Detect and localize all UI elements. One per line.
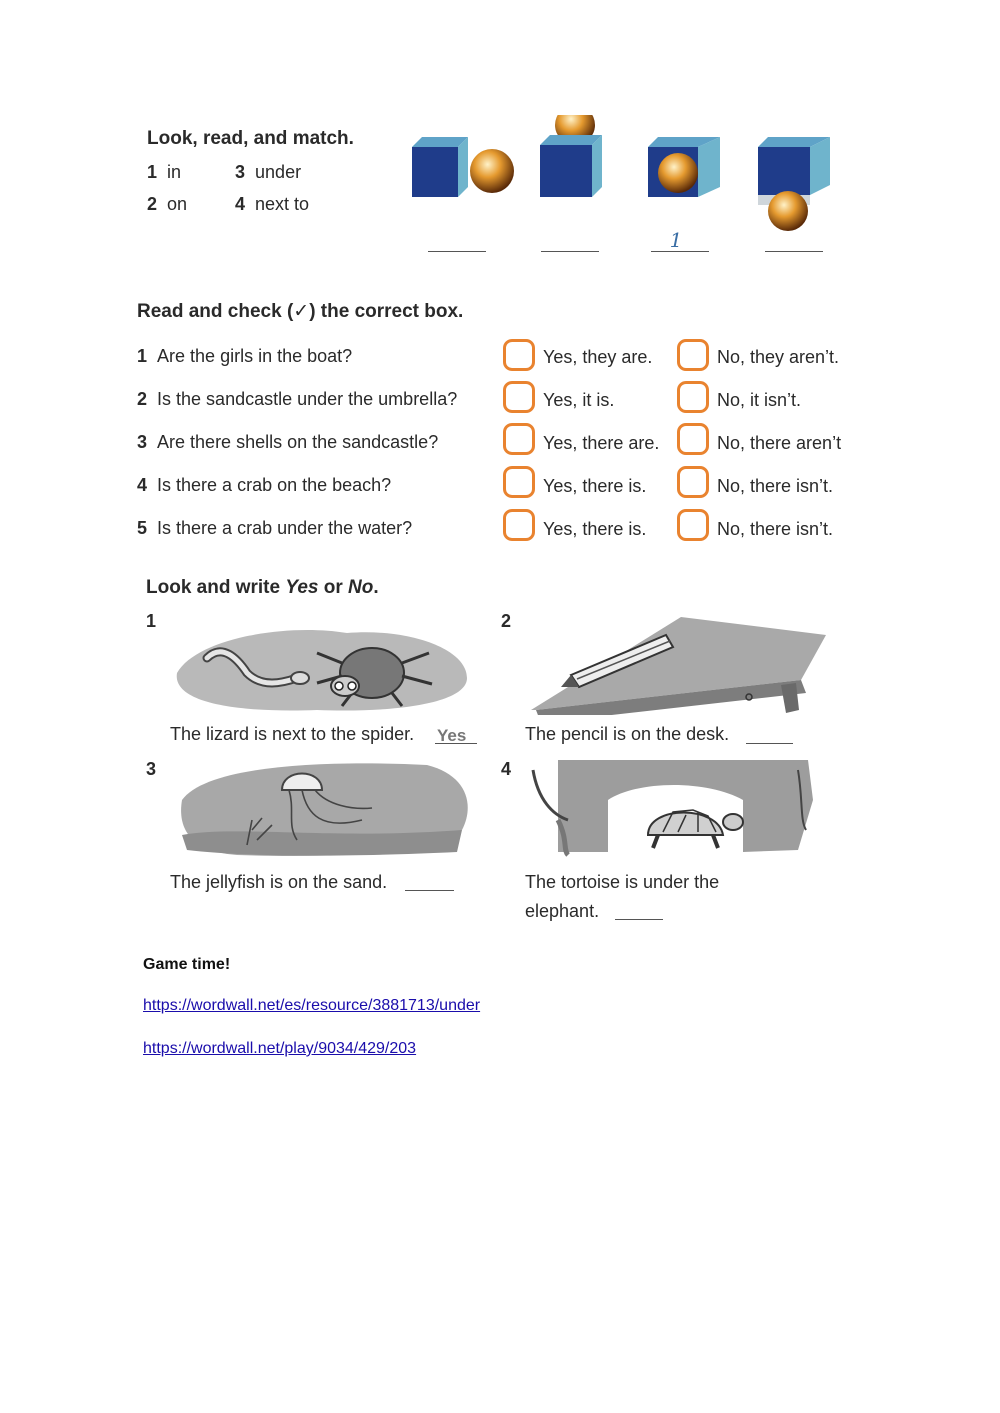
cube-next-to — [412, 137, 514, 197]
check-box-no-1[interactable] — [677, 339, 709, 371]
check-question: Is there a crab on the beach? — [157, 475, 392, 495]
check-row-1 — [137, 346, 352, 367]
check-box-no-4[interactable] — [677, 466, 709, 498]
check-box-no-2[interactable] — [677, 381, 709, 413]
check-box-yes-1[interactable] — [503, 339, 535, 371]
cube-pictures — [400, 115, 860, 235]
check-no-label: No, there isn’t. — [717, 476, 834, 496]
lizard-spider-illustration — [167, 618, 477, 718]
match-option-word: on — [167, 194, 188, 214]
match-blank-2[interactable] — [541, 251, 599, 252]
check-row-num: 2 — [137, 389, 148, 409]
check-box-yes-2[interactable] — [503, 381, 535, 413]
cube-under — [758, 137, 830, 231]
check-yes-label: Yes, there is. — [543, 519, 647, 539]
write-item-num: 2 — [501, 611, 512, 631]
write-title-no: No — [348, 577, 374, 598]
check-question: Is there a crab under the water? — [157, 518, 413, 538]
match-blank-1[interactable] — [428, 251, 486, 252]
write-title-or: or — [318, 577, 349, 598]
match-option-1 — [147, 162, 181, 183]
check-box-no-3[interactable] — [677, 423, 709, 455]
check-yes-label: Yes, they are. — [543, 347, 653, 367]
check-row-3 — [137, 432, 438, 453]
write-sentence-4b: elephant. — [525, 901, 600, 921]
check-question: Are there shells on the sandcastle? — [157, 432, 439, 452]
cube-on — [540, 115, 602, 197]
check-box-yes-4[interactable] — [503, 466, 535, 498]
match-option-num: 2 — [147, 194, 158, 214]
write-blank-2[interactable] — [746, 743, 793, 744]
check-no-label: No, they aren’t. — [717, 347, 840, 367]
game-title: Game time! — [143, 956, 231, 973]
write-blank-3[interactable] — [405, 890, 454, 891]
check-title: Read and check (✓) the correct box. — [137, 301, 464, 322]
match-option-word: under — [255, 162, 302, 182]
write-sentence-1: The lizard is next to the spider. — [170, 724, 415, 744]
write-title-end: . — [373, 577, 379, 598]
write-sentence-3: The jellyfish is on the sand. — [170, 872, 388, 892]
check-row-2 — [137, 389, 457, 410]
match-option-num: 4 — [235, 194, 246, 214]
tortoise-icon — [648, 810, 743, 848]
pencil-desk-illustration — [531, 615, 831, 715]
match-option-word: in — [167, 162, 182, 182]
check-box-yes-3[interactable] — [503, 423, 535, 455]
game-link-2[interactable]: https://wordwall.net/play/9034/429/203 — [143, 1040, 417, 1057]
write-item-num: 1 — [146, 611, 157, 631]
check-row-5 — [137, 518, 412, 539]
check-row-num: 5 — [137, 518, 148, 538]
elephant-icon — [533, 760, 813, 855]
match-option-num: 1 — [147, 162, 158, 182]
elephant-tortoise-illustration — [528, 760, 818, 860]
write-sentence-4: The tortoise is under the — [525, 872, 720, 892]
check-box-yes-5[interactable] — [503, 509, 535, 541]
check-question: Is the sandcastle under the umbrella? — [157, 389, 458, 409]
match-option-2 — [147, 194, 187, 215]
write-item-num: 4 — [501, 759, 512, 779]
write-answer-1: Yes — [437, 726, 467, 745]
cube-in — [648, 137, 720, 197]
check-box-no-5[interactable] — [677, 509, 709, 541]
check-question: Are the girls in the boat? — [157, 346, 353, 366]
check-no-label: No, it isn’t. — [717, 390, 802, 410]
write-blank-4[interactable] — [615, 919, 663, 920]
check-yes-label: Yes, there are. — [543, 433, 660, 453]
check-no-label: No, there isn’t. — [717, 519, 834, 539]
write-item-num: 3 — [146, 759, 157, 779]
check-yes-label: Yes, it is. — [543, 390, 615, 410]
match-answer-3: 1 — [669, 228, 683, 252]
write-title — [146, 577, 379, 599]
check-row-num: 3 — [137, 432, 148, 452]
match-blank-4[interactable] — [765, 251, 823, 252]
jellyfish-illustration — [177, 760, 477, 860]
match-title: Look, read, and match. — [147, 128, 354, 149]
check-yes-label: Yes, there is. — [543, 476, 647, 496]
match-option-3 — [235, 162, 301, 183]
check-row-4 — [137, 475, 391, 496]
desk-icon — [531, 617, 826, 715]
write-title-prefix: Look and write — [146, 577, 286, 598]
check-row-num: 4 — [137, 475, 148, 495]
match-option-4 — [235, 194, 309, 215]
check-no-label: No, there aren’t — [717, 433, 842, 453]
write-title-yes: Yes — [285, 577, 319, 598]
check-row-num: 1 — [137, 346, 148, 366]
match-option-num: 3 — [235, 162, 246, 182]
write-sentence-2: The pencil is on the desk. — [525, 724, 730, 744]
game-link-1[interactable]: https://wordwall.net/es/resource/3881713/under — [143, 997, 481, 1014]
match-option-word: next to — [255, 194, 310, 214]
